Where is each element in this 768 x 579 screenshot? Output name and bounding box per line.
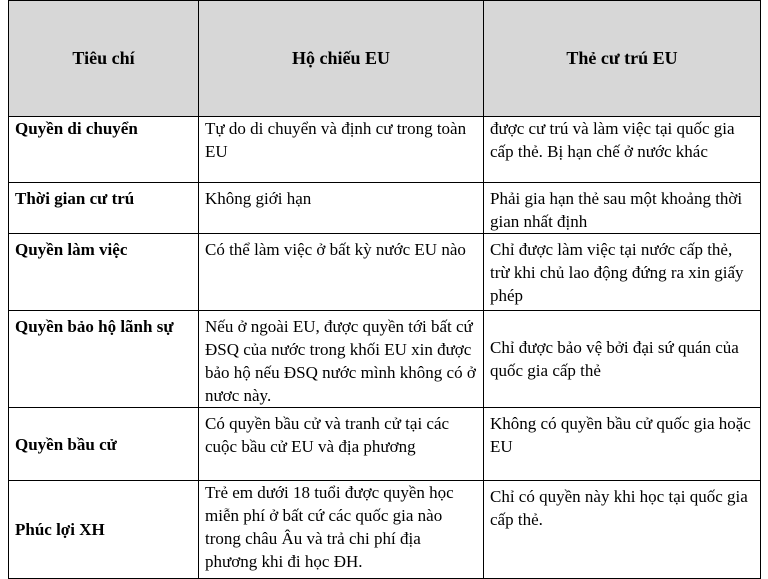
residence-card-cell: Không có quyền bầu cử quốc gia hoặc EU (484, 408, 761, 481)
table-row (9, 311, 761, 408)
table-row (9, 408, 761, 481)
residence-card-cell: Phải gia hạn thẻ sau một khoảng thời gian nhất định (484, 183, 761, 234)
criterion-cell: Phúc lợi XH (9, 481, 199, 579)
criterion-cell: Thời gian cư trú (9, 183, 199, 234)
header-eu-residence-card: Thẻ cư trú EU (484, 1, 761, 117)
residence-card-cell: Chỉ được làm việc tại nước cấp thẻ, trừ khi chủ lao động đứng ra xin giấy phép (484, 234, 761, 311)
criterion-cell: Quyền bảo hộ lãnh sự (9, 311, 199, 408)
header-criterion: Tiêu chí (9, 1, 199, 117)
header-eu-passport: Hộ chiếu EU (199, 1, 484, 117)
comparison-table (8, 0, 761, 579)
residence-card-cell: Chỉ có quyền này khi học tại quốc gia cấp thẻ. (484, 481, 761, 579)
criterion-cell: Quyền di chuyển (9, 117, 199, 183)
passport-cell: Tự do di chuyển và định cư trong toàn EU (199, 117, 484, 183)
passport-cell: Có quyền bầu cử và tranh cử tại các cuộc bầu cử EU và địa phương (199, 408, 484, 481)
passport-cell: Không giới hạn (199, 183, 484, 234)
criterion-cell: Quyền làm việc (9, 234, 199, 311)
table-row (9, 183, 761, 234)
table-row (9, 481, 761, 579)
table-row (9, 234, 761, 311)
table-row (9, 117, 761, 183)
residence-card-cell: Chỉ được bảo vệ bởi đại sứ quán của quốc gia cấp thẻ (484, 311, 761, 408)
passport-cell: Nếu ở ngoài EU, được quyền tới bất cứ ĐSQ của nước trong khối EU xin được bảo hộ nếu ĐSQ nước mình không có ở nươc này. (199, 311, 484, 408)
criterion-cell: Quyền bầu cử (9, 408, 199, 481)
residence-card-cell: được cư trú và làm việc tại quốc gia cấp thẻ. Bị hạn chế ở nước khác (484, 117, 761, 183)
passport-cell: Có thể làm việc ở bất kỳ nước EU nào (199, 234, 484, 311)
passport-cell: Trẻ em dưới 18 tuổi được quyền học miễn phí ở bất cứ các quốc gia nào trong châu Âu và trả chi phí địa phương khi đi học ĐH. (199, 481, 484, 579)
header-row (9, 1, 761, 117)
